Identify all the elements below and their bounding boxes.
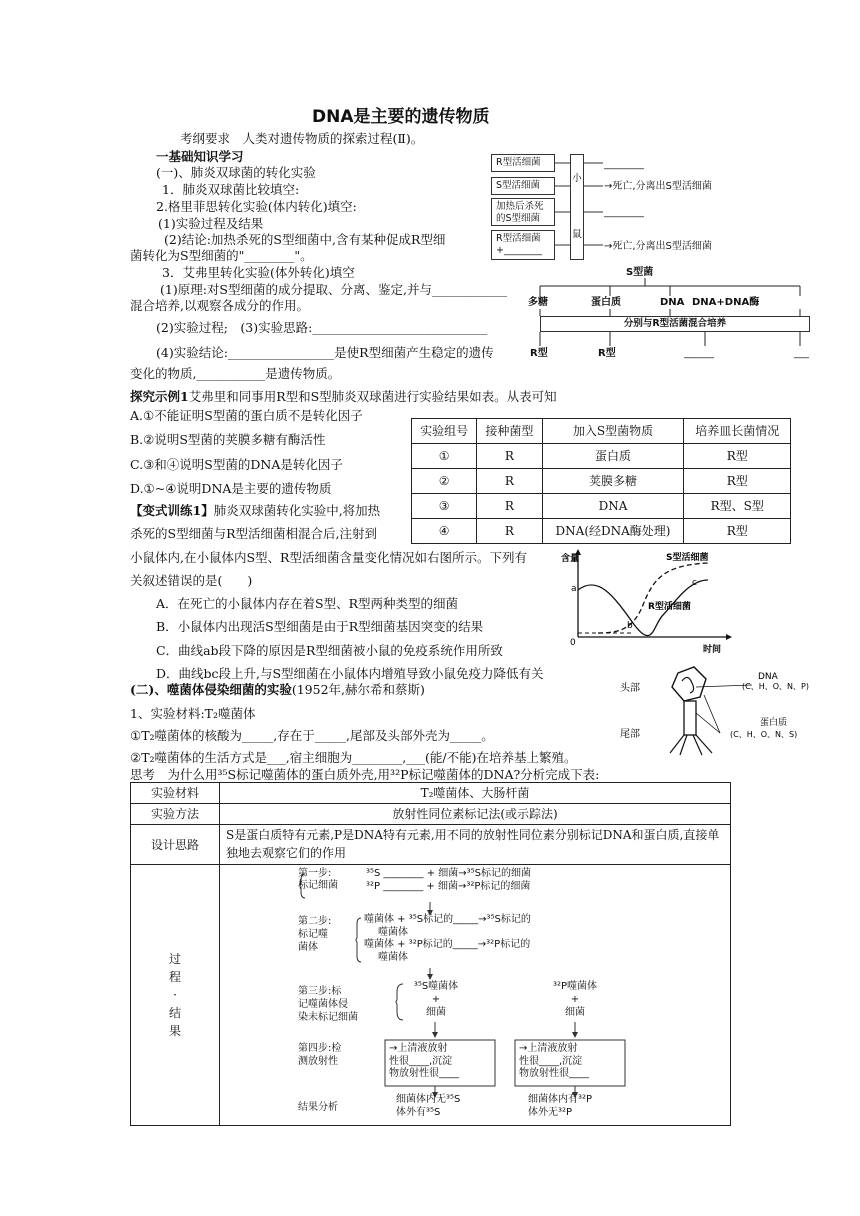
section-heading: 一基础知识学习: [156, 149, 244, 164]
table-cell: R: [477, 494, 542, 519]
graph-xlabel: 时间: [703, 645, 722, 655]
flow-text: 体外无³²P: [528, 1106, 573, 1118]
flow-text: 第一步:: [298, 868, 332, 879]
bacteria-graph: [558, 545, 738, 655]
phage-tail: [684, 701, 696, 735]
phage-dna-elements: (C、H、O、N、P): [742, 682, 809, 691]
result-text: ________: [604, 159, 644, 170]
table-row: [131, 783, 731, 804]
table-header: 接种菌型: [477, 419, 542, 444]
variant-line: [130, 503, 380, 520]
flow-text: 第二步:: [298, 916, 332, 927]
table-cell: R: [477, 519, 542, 544]
text-line: 2.格里菲思转化实验(体内转化)填空:: [156, 199, 357, 214]
flow-step5-label: 结果分析: [298, 1102, 338, 1113]
flow-text: 物放射性很____: [519, 1068, 589, 1079]
process-char: 程: [168, 970, 181, 985]
graph-ylabel: 含量: [561, 554, 580, 564]
process-label-cell: [131, 865, 220, 1126]
text-line: 1、实验材料:T₂噬菌体: [130, 706, 256, 721]
table-cell: DNA(经DNA酶处理): [542, 519, 684, 544]
table-cell: 实验材料: [131, 783, 220, 804]
variant-head: 【变式训练1】: [130, 503, 214, 518]
process-char: ·: [173, 988, 177, 1003]
variant-text: 肺炎双球菌转化实验中,将加热: [213, 503, 381, 518]
result-text: ________: [604, 207, 644, 218]
flow-step3-right: [542, 980, 608, 1019]
flow-step3-left: [406, 980, 466, 1019]
phage-head: [672, 667, 706, 701]
text-line: 变化的物质,___________是遗传物质。: [130, 366, 341, 381]
phage-dna-label: DNA: [758, 672, 778, 682]
table-cell: ③: [412, 494, 477, 519]
avery-mix-box: 分别与R型活菌混合培养: [540, 316, 810, 332]
process-char: 结: [168, 1006, 181, 1021]
flow-text: ³⁵S噬菌体: [413, 981, 459, 992]
table-header-row: [412, 419, 791, 444]
flow-text: 细菌: [426, 1007, 446, 1018]
text-line: (2)结论:加热杀死的S型细菌中,含有某种促成R型细: [164, 232, 446, 247]
table-cell: 蛋白质: [542, 444, 684, 469]
example-line: [130, 389, 557, 406]
avery-result: R型: [598, 348, 616, 359]
table-header: 培养皿长菌情况: [684, 419, 791, 444]
avery-part: DNA: [660, 297, 685, 308]
point-origin: 0: [570, 638, 576, 648]
flow-text: 性很____,沉淀: [389, 1055, 453, 1067]
flow-text: 细菌: [565, 1007, 585, 1018]
variant-text: 关叙述错误的是( ): [130, 573, 253, 588]
table-cell: ①: [412, 444, 477, 469]
flow-text: 噬菌体 + ³⁵S标记的_____→³⁵S标记的: [364, 914, 531, 925]
avery-result: ______: [684, 348, 714, 359]
flow-text: ³⁵S ________ + 细菌→³⁵S标记的细菌: [366, 868, 532, 879]
flow-text: 第三步:标: [298, 986, 342, 997]
mouse-label: 小: [572, 173, 582, 184]
table-cell: 设计思路: [131, 825, 220, 865]
table-cell: T₂噬菌体、大肠杆菌: [220, 783, 731, 804]
avery-result: ___: [794, 348, 809, 359]
griffith-arrows: [555, 150, 605, 265]
flow-text: 菌体: [298, 942, 318, 953]
table-row: [412, 469, 791, 494]
text-line: (1)原理:对S型细菌的成分提取、分离、鉴定,并与____________: [160, 282, 507, 297]
flow-text: 体外有³⁵S: [396, 1106, 441, 1118]
flow-step2-label: [298, 915, 331, 954]
flow-step2-lines: [364, 914, 531, 964]
flow-text: 噬菌体: [378, 926, 408, 938]
result-text: →死亡,分离出S型活细菌: [604, 241, 712, 252]
section2-year: (1952年,赫尔希和蔡斯): [291, 682, 425, 697]
flow-text: →上清液放射: [519, 1043, 578, 1054]
table-cell: DNA: [542, 494, 684, 519]
avery-part: 多糖: [528, 297, 548, 308]
flow-step3-label: [298, 985, 358, 1024]
table-row: [412, 519, 791, 544]
phage-head-label: 头部: [620, 683, 640, 694]
diagram-box: R型活细菌+________: [491, 230, 555, 260]
variant-option: B．小鼠体内出现活S型细菌是由于R型细菌基因突变的结果: [156, 619, 484, 634]
text-line: ②T₂噬菌体的生活方式是___,宿主细胞为________,___(能/不能)在培养基上繁殖。: [130, 750, 577, 765]
variant-option: A．在死亡的小鼠体内存在着S型、R型两种类型的细菌: [156, 596, 459, 611]
table-cell: ②: [412, 469, 477, 494]
flow-text: 标记细菌: [298, 880, 338, 891]
phage-protein-label: 蛋白质: [760, 718, 788, 728]
phage-protein-elements: (C、H、O、N、S): [730, 730, 798, 739]
example-option: C.③和④说明S型菌的DNA是转化因子: [130, 457, 343, 472]
phage-diagram: [620, 665, 809, 760]
flow-step4-left: [389, 1043, 459, 1081]
flow-step4-label: [298, 1042, 341, 1068]
point-b: b: [627, 621, 633, 631]
flow-text: 细菌体内有³²P: [528, 1094, 593, 1105]
flow-step1-label: [298, 868, 338, 892]
flow-step1-lines: [366, 868, 531, 893]
example-option: B.②说明S型菌的荚膜多糖有酶活性: [130, 432, 326, 447]
s-curve: [598, 563, 708, 633]
flow-text: 第四步:检: [298, 1043, 342, 1054]
table-cell: R型: [684, 444, 791, 469]
table-cell: 实验方法: [131, 804, 220, 825]
table-header: 加入S型菌物质: [542, 419, 684, 444]
flow-text: 染未标记细菌: [298, 1012, 358, 1023]
r-label: R型活细菌: [648, 602, 691, 612]
table-row: [131, 804, 731, 825]
variant-text: 杀死的S型细菌与R型活细菌相混合后,注射到: [130, 526, 377, 541]
flow-text: 噬菌体: [378, 951, 408, 963]
table-cell: R型、S型: [684, 494, 791, 519]
point-c: c: [692, 578, 697, 588]
phage-tail-label: 尾部: [620, 729, 640, 740]
flow-text: 噬菌体 + ³²P标记的_____→³²P标记的: [364, 939, 531, 950]
table-row: [412, 444, 791, 469]
example-text: 艾弗里和同事用R型和S型肺炎双球菌进行实验结果如表。从表可知: [188, 389, 557, 404]
flow-text: →上清液放射: [389, 1043, 448, 1054]
table-cell: R型: [684, 469, 791, 494]
flow-text: 测放射性: [298, 1056, 338, 1067]
flow-text: +: [431, 994, 441, 1005]
s-label: S型活细菌: [666, 553, 709, 563]
flow-result-right: [528, 1094, 592, 1119]
flow-result-left: [396, 1094, 460, 1119]
table-cell: S是蛋白质特有元素,P是DNA特有元素,用不同的放射性同位素分别标记DNA和蛋白质,直接单独地去观察它们的作用: [220, 825, 731, 865]
flow-text: 标记噬: [298, 929, 328, 940]
example-option: D.①~④说明DNA是主要的遗传物质: [130, 481, 332, 496]
avery-result: R型: [530, 348, 548, 359]
variant-text: 小鼠体内,在小鼠体内S型、R型活细菌含量变化情况如右图所示。下列有: [130, 550, 527, 565]
result-text: →死亡,分离出S型活细菌: [604, 181, 712, 192]
section2-title: (二)、噬菌体侵染细菌的实验: [130, 682, 292, 697]
text-line: ①T₂噬菌体的核酸为_____,存在于_____,尾部及头部外壳为_____。: [130, 728, 494, 743]
table-header: 实验组号: [412, 419, 477, 444]
table-cell: ④: [412, 519, 477, 544]
table-cell: 荚膜多糖: [542, 469, 684, 494]
variant-option: C．曲线ab段下降的原因是R型细菌被小鼠的免疫系统作用所致: [156, 643, 503, 658]
process-char: 果: [168, 1024, 181, 1039]
table-cell: 放射性同位素标记法(或示踪法): [220, 804, 731, 825]
text-line: 1．肺炎双球菌比较填空:: [162, 182, 300, 197]
text-line: (4)实验结论:_________________是使R型细菌产生稳定的遗传: [156, 345, 494, 360]
flow-text: 记噬菌体侵: [298, 999, 348, 1010]
mouse-label: 鼠: [572, 228, 582, 240]
page-title: DNA是主要的遗传物质: [312, 107, 490, 127]
table-cell: R: [477, 444, 542, 469]
text-line: (2)实验过程; (3)实验思路:____________________________: [156, 320, 488, 335]
result-table: [411, 418, 791, 544]
process-char: 过: [168, 952, 181, 967]
avery-top-label: S型菌: [626, 267, 654, 278]
section2-heading: [130, 682, 425, 699]
variant-option: D．曲线bc段上升,与S型细菌在小鼠体内增殖导致小鼠免疫力降低有关: [156, 666, 544, 681]
text-line: 3．艾弗里转化实验(体外转化)填空: [162, 265, 355, 280]
diagram-box: S型活细菌: [491, 177, 555, 195]
flow-text: ³²P噬菌体: [552, 981, 598, 992]
text-line: 菌转化为S型细菌的"________"。: [130, 248, 313, 263]
text-line: (1)实验过程及结果: [158, 216, 264, 231]
text-line: 思考 为什么用³⁵S标记噬菌体的蛋白质外壳,用³²P标记噬菌体的DNA?分析完成下表:: [130, 767, 600, 782]
table-cell: R: [477, 469, 542, 494]
table-row: [412, 494, 791, 519]
example-option: A.①不能证明S型菌的蛋白质不是转化因子: [130, 408, 363, 423]
diagram-box: R型活细菌: [491, 154, 555, 172]
avery-part: 蛋白质: [591, 297, 621, 308]
flow-text: ³²P ________ + 细菌→³²P标记的细菌: [366, 880, 531, 892]
flow-text: 性很____,沉淀: [519, 1055, 583, 1067]
outline-text: 考纲要求 人类对遗传物质的探索过程(Ⅱ)。: [180, 131, 424, 146]
diagram-box: 加热后杀死的S型细菌: [491, 198, 555, 226]
text-line: 混合培养,以观察各成分的作用。: [130, 298, 309, 313]
flow-text: 细菌体内无³⁵S: [396, 1094, 461, 1105]
table-cell: R型: [684, 519, 791, 544]
flow-text: +: [570, 994, 580, 1005]
subsection-heading: (一)、肺炎双球菌的转化实验: [156, 165, 316, 180]
table-row: [131, 825, 731, 865]
avery-part: DNA+DNA酶: [692, 297, 760, 308]
point-a: a: [571, 584, 577, 594]
example-head: 探究示例1: [130, 389, 189, 404]
flow-text: 物放射性很____: [389, 1068, 459, 1079]
flow-step4-right: [519, 1043, 589, 1081]
